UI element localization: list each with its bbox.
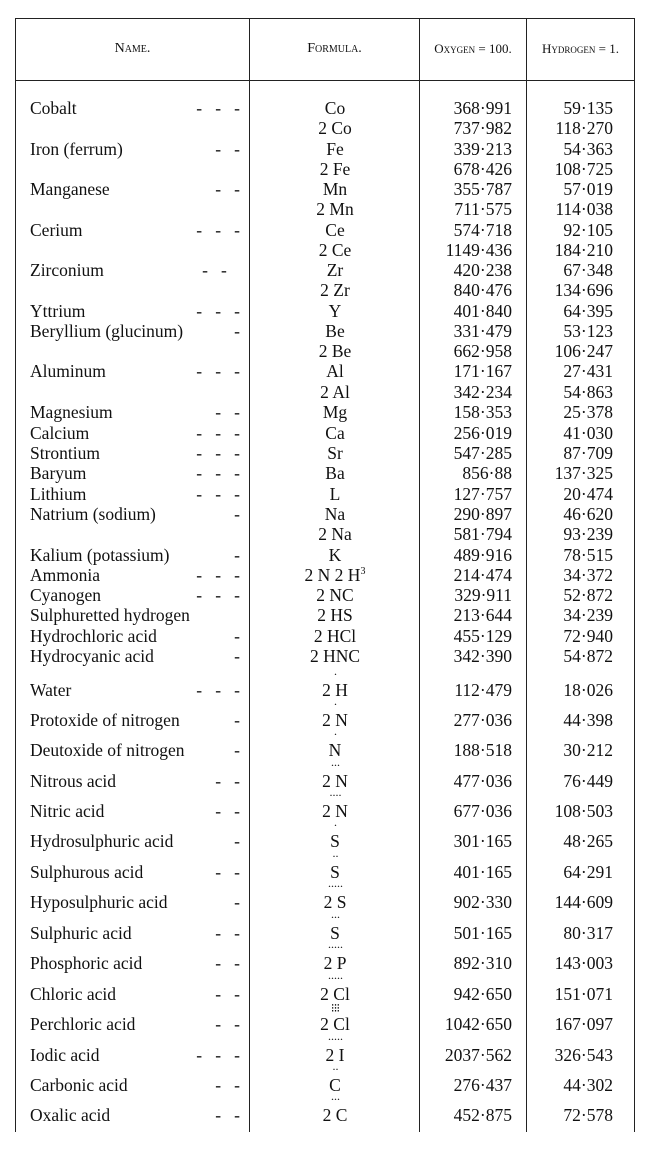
row-oxygen-value: 342·234 [453,382,512,402]
formula-text: · 2 H [322,680,348,700]
formula-text: 2 Ce [318,240,352,260]
row-formula [252,139,418,159]
row-hydrogen-value: 64·395 [563,301,613,321]
leader-dashes: - - [215,984,240,1004]
formula-text: 2 HNC [309,646,361,666]
substance-name: Sulphuric acid [30,923,132,943]
row-oxygen-value: 188·518 [453,740,512,760]
substance-name: Natrium (sodium) [30,504,156,524]
leader-dashes: - - - [196,98,240,118]
leader-dashes: - - [202,260,240,280]
leader-dashes: - - - [196,1045,240,1065]
row-oxygen-value: 420·238 [453,260,512,280]
formula-text: 2 Fe [319,159,351,179]
row-oxygen-value: 256·019 [453,423,512,443]
row-formula [252,740,418,760]
leader-dashes: - [234,740,240,760]
row-hydrogen-value: 18·026 [563,680,613,700]
row-hydrogen-value: 151·071 [554,984,613,1004]
leader-dashes: - - - [196,423,240,443]
row-hydrogen-value: 106·247 [554,341,613,361]
leader-dashes: - [234,626,240,646]
row-oxygen-value: 677·036 [453,801,512,821]
row-oxygen-value: 892·310 [453,953,512,973]
substance-name: Cerium [30,220,83,240]
leader-dashes: - - - [196,484,240,504]
leader-dashes: - - [215,1105,240,1125]
row-name [30,605,242,625]
row-oxygen-value: 112·479 [454,680,512,700]
formula-text: ·· S [330,862,340,882]
row-name [30,1014,242,1034]
formula-text: K [328,545,342,565]
row-hydrogen-value: 76·449 [563,771,613,791]
formula-text: · N [329,740,342,760]
substance-name: Magnesium [30,402,113,422]
substance-name: Iodic acid [30,1045,100,1065]
substance-name: Strontium [30,443,101,463]
row-formula [252,382,418,402]
row-oxygen-value: 452·875 [453,1105,512,1125]
leader-dashes: - - - [196,220,240,240]
row-name [30,1105,242,1125]
row-hydrogen-value: 108·725 [554,159,613,179]
row-formula [252,240,418,260]
leader-dashes: - - [215,771,240,791]
leader-dashes: - - - [196,443,240,463]
row-formula [252,605,418,625]
row-oxygen-value: 455·129 [453,626,512,646]
row-name [30,585,242,605]
row-name [30,923,242,943]
leader-dashes: - - [215,862,240,882]
row-hydrogen-value: 167·097 [554,1014,613,1034]
row-hydrogen-value: 41·030 [563,423,613,443]
row-hydrogen-value: 134·696 [554,280,613,300]
row-hydrogen-value: 137·325 [554,463,613,483]
row-formula [252,98,418,118]
formula-text: ····· 2 I [326,1045,345,1065]
row-oxygen-value: 342·390 [453,646,512,666]
header-rule [15,80,635,81]
formula-text: 2 NC [316,585,354,605]
formula-text: Ba [325,463,345,483]
row-hydrogen-value: 184·210 [554,240,613,260]
formula-text: Co [324,98,346,118]
row-hydrogen-value: 326·543 [554,1045,613,1065]
row-formula [252,321,418,341]
row-hydrogen-value: 54·863 [563,382,613,402]
leader-dashes: - - [215,139,240,159]
row-oxygen-value: 329·911 [454,585,512,605]
row-hydrogen-value: 92·105 [563,220,613,240]
row-name [30,892,242,912]
formula-text: Be [325,321,345,341]
formula-text: ·· C [329,1075,341,1095]
leader-dashes: - - - [196,680,240,700]
row-hydrogen-value: 52·872 [563,585,613,605]
formula-superscript: 3 [360,566,366,577]
leader-dashes: - - - [196,565,240,585]
row-formula [252,199,418,219]
row-name [30,402,242,422]
row-hydrogen-value: 59·135 [563,98,613,118]
formula-text: Ce [325,220,345,240]
leader-dashes: - [234,831,240,851]
substance-name: Chloric acid [30,984,117,1004]
header-name: Name. [114,41,151,56]
row-oxygen-value: 214·474 [453,565,512,585]
substance-name: Cyanogen [30,585,101,605]
leader-dashes: - - [215,923,240,943]
substance-name: Deutoxide of nitrogen [30,740,185,760]
leader-dashes: - - [215,1075,240,1095]
leader-dashes: - [234,646,240,666]
row-oxygen-value: 581·794 [453,524,512,544]
substance-name: Ammonia [30,565,100,585]
row-name [30,220,242,240]
row-name [30,504,242,524]
row-name [30,98,242,118]
row-oxygen-value: 1149·436 [445,240,512,260]
row-name [30,463,242,483]
formula-text: Mg [322,402,348,422]
row-formula [252,585,418,605]
row-name [30,301,242,321]
leader-dashes: - - [215,179,240,199]
formula-text: Al [326,361,344,381]
leader-dashes: - - - [196,463,240,483]
row-oxygen-value: 942·650 [453,984,512,1004]
row-hydrogen-value: 108·503 [554,801,613,821]
formula-text: ··· S [330,923,340,943]
header-hydrogen: Hydrogen = 1. [542,41,619,56]
row-name [30,240,242,260]
row-hydrogen-value: 72·578 [563,1105,613,1125]
row-oxygen-value: 489·916 [453,545,512,565]
substance-name: Sulphuretted hydrogen [30,605,190,625]
row-hydrogen-value: 72·940 [563,626,613,646]
formula-text: Fe [326,139,344,159]
formula-text: Sr [327,443,343,463]
row-formula [252,220,418,240]
row-oxygen-value: 368·991 [453,98,512,118]
substance-name: Water [30,680,72,700]
header-oxygen: Oxygen = 100. [434,41,512,56]
leader-dashes: - - [215,801,240,821]
row-formula [252,341,418,361]
row-oxygen-value: 547·285 [453,443,512,463]
row-name [30,740,242,760]
row-oxygen-value: 355·787 [453,179,512,199]
row-oxygen-value: 277·036 [453,710,512,730]
row-oxygen-value: 213·644 [453,605,512,625]
substance-name: Nitrous acid [30,771,117,791]
row-oxygen-value: 501·165 [453,923,512,943]
substance-name: Protoxide of nitrogen [30,710,180,730]
row-hydrogen-value: 54·363 [563,139,613,159]
formula-text: Na [324,504,346,524]
formula-text: Zr [326,260,344,280]
row-hydrogen-value: 80·317 [563,923,613,943]
formula-text: 2 N 2 H [304,565,361,585]
formula-text: 2 Co [318,118,352,138]
leader-dashes: - - [215,1014,240,1034]
substance-name: Iron (ferrum) [30,139,123,159]
row-hydrogen-value: 46·620 [563,504,613,524]
formula-text: Ca [325,423,345,443]
leader-dashes: - - - [196,301,240,321]
row-oxygen-value: 339·213 [453,139,512,159]
row-oxygen-value: 158·353 [453,402,512,422]
right-border [634,18,635,1132]
row-name [30,341,242,361]
row-name [30,862,242,882]
row-hydrogen-value: 78·515 [563,545,613,565]
row-formula [252,892,418,912]
row-name [30,139,242,159]
formula-text: 2 Mn [316,199,354,219]
row-hydrogen-value: 34·239 [563,605,613,625]
leader-dashes: - [234,504,240,524]
substance-name: Beryllium (glucinum) [30,321,184,341]
row-name [30,710,242,730]
substance-name: Phosphoric acid [30,953,143,973]
row-oxygen-value: 171·167 [453,361,512,381]
formula-text: 2 HS [317,605,353,625]
row-name [30,801,242,821]
formula-text: 2 HCl [313,626,357,646]
leader-dashes: - [234,710,240,730]
row-name [30,159,242,179]
row-hydrogen-value: 53·123 [563,321,613,341]
row-oxygen-value: 902·330 [453,892,512,912]
row-name [30,361,242,381]
formula-text: 2 Be [318,341,352,361]
row-formula [252,159,418,179]
row-formula [252,953,418,973]
substance-name: Zirconium [30,260,104,280]
leader-dashes: - [234,321,240,341]
row-formula [252,626,418,646]
formula-text: ⁝⁝⁝ 2 Cl [320,1014,350,1034]
row-name [30,199,242,219]
substance-name: Oxalic acid [30,1105,111,1125]
row-hydrogen-value: 143·003 [554,953,613,973]
substance-name: Hydrochloric acid [30,626,157,646]
row-formula [252,1014,418,1034]
leader-dashes: - - [215,953,240,973]
leader-dashes: - [234,892,240,912]
formula-text: L [329,484,341,504]
row-oxygen-value: 737·982 [453,118,512,138]
row-hydrogen-value: 44·302 [563,1075,613,1095]
substance-name: Sulphurous acid [30,862,144,882]
row-name [30,831,242,851]
substance-name: Manganese [30,179,110,199]
row-oxygen-value: 574·718 [453,220,512,240]
formula-text: · 2 N [322,710,348,730]
row-hydrogen-value: 30·212 [563,740,613,760]
row-oxygen-value: 276·437 [453,1075,512,1095]
row-hydrogen-value: 48·265 [563,831,613,851]
substance-name: Hyposulphuric acid [30,892,168,912]
substance-name: Perchloric acid [30,1014,136,1034]
row-name [30,984,242,1004]
row-formula [252,545,418,565]
formula-text: ····· 2 S [324,892,347,912]
row-oxygen-value: 856·88 [462,463,512,483]
row-oxygen-value: 1042·650 [444,1014,512,1034]
column-divider-1 [249,18,250,1132]
row-hydrogen-value: 87·709 [563,443,613,463]
row-hydrogen-value: 114·038 [555,199,613,219]
row-name [30,321,242,341]
row-formula [252,463,418,483]
formula-text: 2 Al [320,382,350,402]
row-name [30,179,242,199]
row-name [30,565,242,585]
substance-name: Lithium [30,484,87,504]
row-formula [252,443,418,463]
formula-text: 2 Zr [320,280,350,300]
row-formula [252,524,418,544]
row-name [30,443,242,463]
formula-text: 2 Na [318,524,352,544]
row-name [30,626,242,646]
row-hydrogen-value: 118·270 [555,118,613,138]
row-name [30,1045,242,1065]
row-hydrogen-value: 25·378 [563,402,613,422]
left-border [15,18,16,1132]
leader-dashes: - - [215,402,240,422]
row-name [30,260,242,280]
row-hydrogen-value: 64·291 [563,862,613,882]
substance-name: Cobalt [30,98,77,118]
row-formula [252,1105,418,1125]
row-name [30,1075,242,1095]
leader-dashes: - - - [196,585,240,605]
row-hydrogen-value: 44·398 [563,710,613,730]
row-oxygen-value: 401·840 [453,301,512,321]
substance-name: Nitric acid [30,801,105,821]
header-formula: Formula. [307,41,362,56]
leader-dashes: - [234,545,240,565]
row-oxygen-value: 2037·562 [444,1045,512,1065]
substance-name: Yttrium [30,301,86,321]
substance-name: Carbonic acid [30,1075,128,1095]
row-oxygen-value: 840·476 [453,280,512,300]
row-name [30,423,242,443]
substance-name: Kalium (potassium) [30,545,170,565]
row-name [30,680,242,700]
leader-dashes: - - - [196,361,240,381]
row-formula [252,179,418,199]
row-hydrogen-value: 34·372 [563,565,613,585]
row-hydrogen-value: 20·474 [563,484,613,504]
row-hydrogen-value: 27·431 [563,361,613,381]
row-hydrogen-value: 93·239 [563,524,613,544]
row-name [30,953,242,973]
formula-text: Y [328,301,342,321]
substance-name: Baryum [30,463,87,483]
formula-text: ····· 2 Cl [320,984,350,1004]
formula-text: Mn [322,179,348,199]
substance-name: Aluminum [30,361,106,381]
row-formula [252,402,418,422]
row-formula [252,423,418,443]
row-oxygen-value: 290·897 [453,504,512,524]
row-formula [252,484,418,504]
row-formula [252,831,418,851]
row-name [30,646,242,666]
row-oxygen-value: 127·757 [453,484,512,504]
row-oxygen-value: 401·165 [453,862,512,882]
row-formula [252,504,418,524]
row-hydrogen-value: 54·872 [563,646,613,666]
substance-name: Hydrocyanic acid [30,646,154,666]
row-oxygen-value: 711·575 [454,199,512,219]
row-oxygen-value: 477·036 [453,771,512,791]
row-formula [252,280,418,300]
row-oxygen-value: 662·958 [453,341,512,361]
row-formula [252,301,418,321]
row-formula [252,646,418,666]
formula-text: ···· 2 N [322,801,348,821]
row-name [30,545,242,565]
row-formula [252,565,418,585]
formula-text: ····· 2 P [324,953,347,973]
substance-name: Hydrosulphuric acid [30,831,174,851]
row-hydrogen-value: 57·019 [563,179,613,199]
row-oxygen-value: 331·479 [453,321,512,341]
substance-name: Calcium [30,423,90,443]
formula-text: ··· 2 N [322,771,348,791]
row-oxygen-value: 678·426 [453,159,512,179]
row-hydrogen-value: 67·348 [563,260,613,280]
row-name [30,771,242,791]
formula-text: · S [330,831,340,851]
row-formula [252,118,418,138]
row-name [30,484,242,504]
row-formula [252,260,418,280]
row-name [30,280,242,300]
row-hydrogen-value: 144·609 [554,892,613,912]
row-name [30,524,242,544]
row-formula [252,361,418,381]
formula-text: ··· 2 C [323,1105,348,1125]
row-oxygen-value: 301·165 [453,831,512,851]
row-name [30,118,242,138]
row-name [30,382,242,402]
